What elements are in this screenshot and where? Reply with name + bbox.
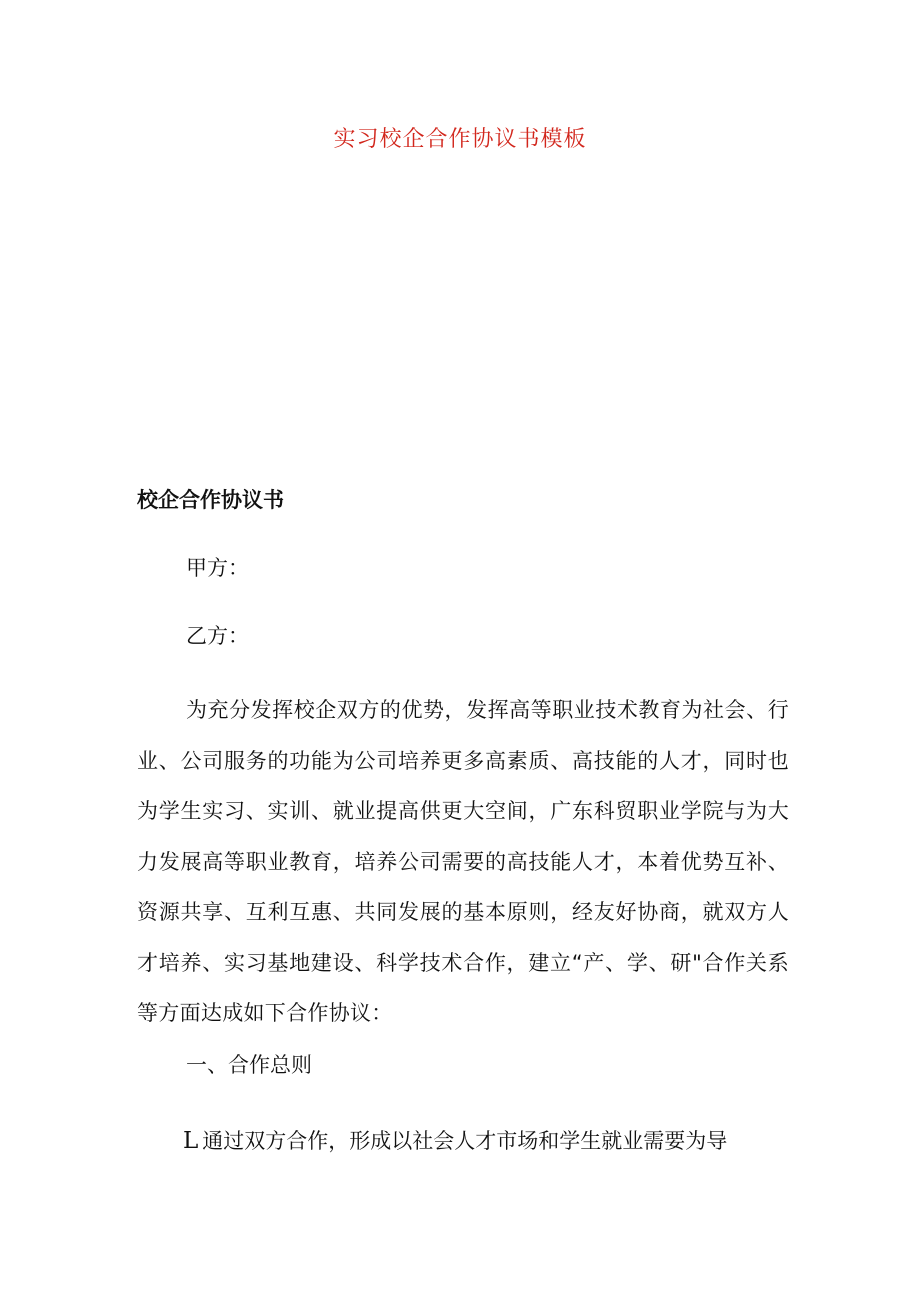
clause-one bbox=[183, 1125, 727, 1157]
chapter-one-heading: 一、合作总则 bbox=[186, 1053, 312, 1077]
party-b-label: 乙方： bbox=[186, 624, 249, 648]
document-title: 实习校企合作协议书模板 bbox=[333, 127, 587, 152]
agreement-heading: 校企合作协议书 bbox=[137, 488, 284, 512]
clause-one-text: 通过双方合作，形成以社会人才市场和学生就业需要为导 bbox=[202, 1129, 728, 1153]
intro-paragraph: 为充分发挥校企双方的优势，发挥高等职业技术教育为社会、行业、公司服务的功能为公司培养更多高素质、高技能的人才，同时也为学生实习、实训、就业提高供更大空间，广东科贸职业学院与为大力发展高等职业教育，培养公司需要的高技能人才，本着优势互补、资源共享、互利互惠、共同发展的基本原则，经友好协商，就双方人才培养、实习基地建设、科学技术合作，建立“产、学、研"合作关系等方面达成如下合作协议： bbox=[137, 698, 789, 1025]
party-a-label: 甲方： bbox=[186, 556, 249, 580]
clause-one-number: L bbox=[183, 1128, 199, 1154]
